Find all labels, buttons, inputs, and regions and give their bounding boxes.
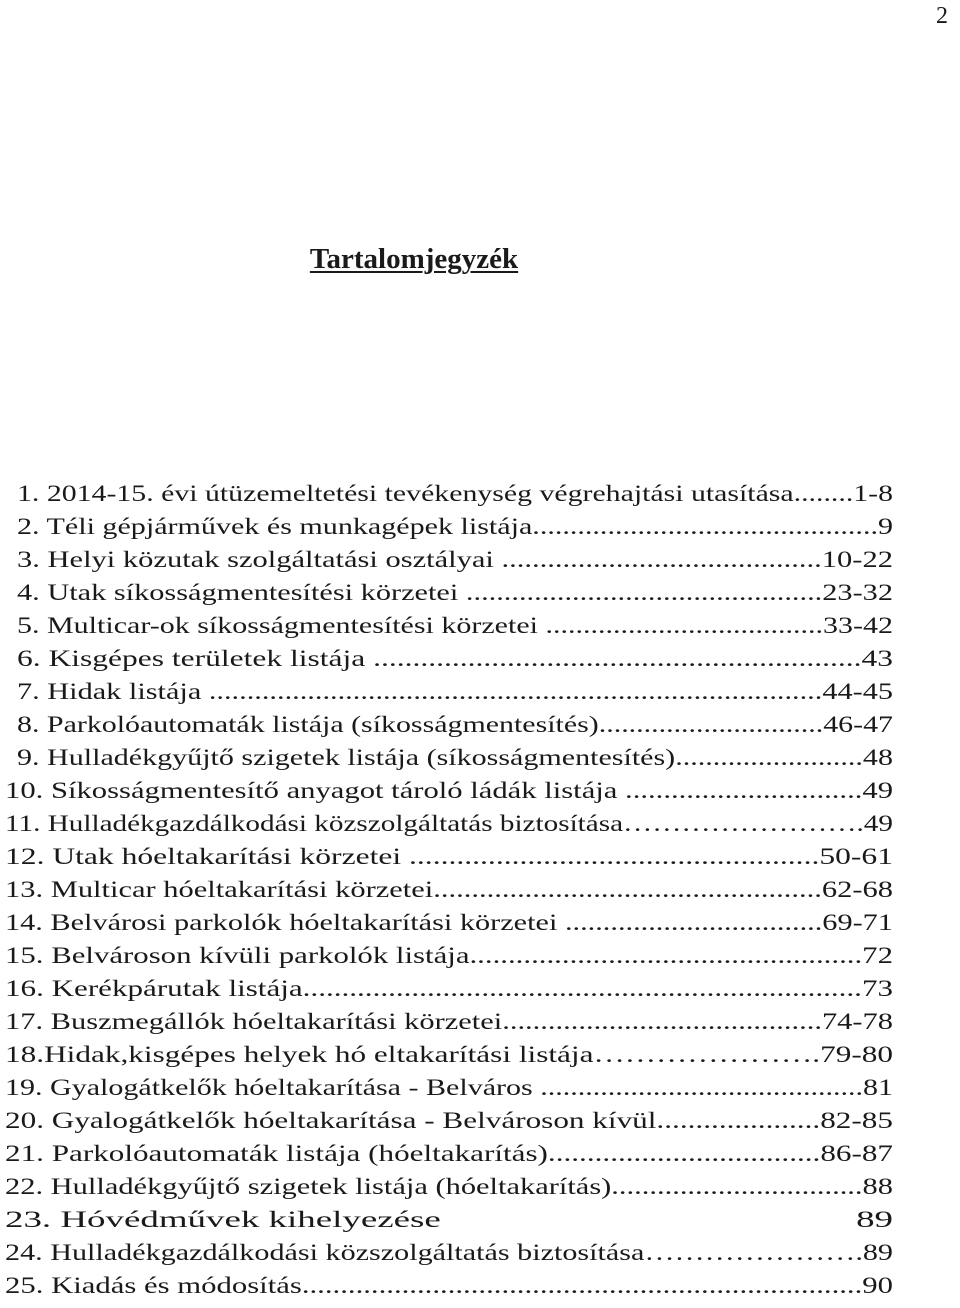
toc-entry: [5, 874, 893, 907]
toc-entry: [17, 742, 893, 775]
toc-entry-text: 22. Hulladékgyűjtő szigetek listája (hóeltakarítás).................................88: [5, 1174, 893, 1200]
toc-entry: [17, 511, 894, 544]
toc-entry: [17, 610, 894, 643]
toc-entry-text: 7. Hidak listája .................................................................................44-45: [17, 679, 894, 705]
toc-entry-text: 10. Síkosságmentesítő anyagot tároló ládák listája ...............................49: [5, 778, 894, 804]
toc-entry: [17, 577, 894, 610]
toc-entry-text: 12. Utak hóeltakarítási körzetei ....................................................50-61: [5, 844, 893, 870]
toc-entry: [17, 643, 894, 676]
toc-entry-text: 17. Buszmegállók hóeltakarítási körzetei..........................................74-78: [5, 1009, 894, 1035]
toc-entry: [5, 1270, 893, 1303]
toc-entry-text: 18.Hidak,kisgépes helyek hó eltakarítási listája………………….79-80: [5, 1042, 894, 1068]
toc-entry: [17, 709, 894, 742]
toc-entry: [17, 544, 893, 577]
page-number: 2: [936, 3, 948, 29]
toc-entry-text: 2. Téli gépjárművek és munkagépek listája..............................................9: [17, 514, 894, 540]
toc-entry: [5, 1072, 894, 1105]
toc-entry-text: 24. Hulladékgazdálkodási közszolgáltatás biztosítása………………….89: [5, 1240, 894, 1266]
toc-entry: [5, 1105, 893, 1138]
toc-entry: [5, 1138, 893, 1171]
toc-entry: [5, 808, 893, 841]
toc-entry: [5, 1006, 894, 1039]
toc-entry-text: 19. Gyalogátkelők hóeltakarítása - Belváros ...........................................81: [5, 1075, 894, 1101]
toc-entry: [17, 478, 894, 511]
toc-entry-text: 1. 2014-15. évi útüzemeltetési tevékenység végrehajtási utasítása........1-8: [17, 481, 894, 507]
page-title: Tartalomjegyzék: [309, 243, 519, 275]
toc-entry-text: 11. Hulladékgazdálkodási közszolgáltatás biztosítása…………………….49: [5, 811, 893, 837]
toc-entry: [5, 1039, 894, 1072]
toc-entry: [5, 940, 893, 973]
toc-entry-text: 25. Kiadás és módosítás.........................................................................90: [5, 1273, 893, 1299]
toc-entry-text: 5. Multicar-ok síkosságmentesítési körzetei .....................................33-42: [17, 613, 894, 639]
toc-entry: [5, 1204, 894, 1237]
toc-entry-text: 3. Helyi közutak szolgáltatási osztályai ..........................................10-22: [17, 547, 893, 573]
toc-entry-text: 13. Multicar hóeltakarítási körzetei...................................................62-68: [5, 877, 893, 903]
toc-entry: [5, 775, 894, 808]
toc-entry: [5, 1237, 894, 1270]
toc-entry-text: 4. Utak síkosságmentesítési körzetei ...............................................23-32: [17, 580, 894, 606]
toc-entry-text: 6. Kisgépes területek listája ..............................................................43: [17, 646, 894, 672]
toc-entry-text: 15. Belvároson kívüli parkolók listája...................................................72: [5, 943, 893, 969]
toc-entry-text: 9. Hulladékgyűjtő szigetek listája (síkosságmentesítés).........................48: [17, 745, 893, 771]
toc-entry-text: 21. Parkolóautomaták listája (hóeltakarítás)...................................86-87: [5, 1141, 893, 1167]
toc-entry: [5, 1171, 893, 1204]
toc-entry: [5, 907, 893, 940]
toc-entry-text: 16. Kerékpárutak listája........................................................................73: [5, 976, 894, 1002]
toc-entry-text: 8. Parkolóautomaták listája (síkosságmentesítés)..............................46-47: [17, 712, 894, 738]
toc-entry: [5, 841, 893, 874]
toc-entry-text: 20. Gyalogátkelők hóeltakarítása - Belvároson kívül.....................82-85: [5, 1108, 893, 1134]
toc-entry: [5, 973, 894, 1006]
toc-entry-text: 14. Belvárosi parkolók hóeltakarítási körzetei ..................................69-71: [5, 910, 893, 936]
toc-entry-text: 23. Hóvédművek kihelyezése 89: [5, 1207, 894, 1233]
toc-entry: [17, 676, 894, 709]
